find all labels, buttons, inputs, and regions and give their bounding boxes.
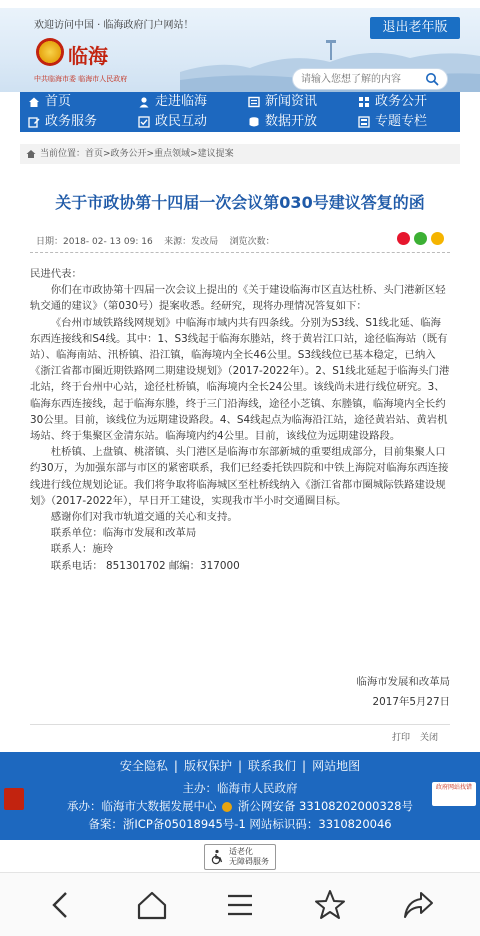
search-box [292,68,448,90]
nav-label: 政务公开 [375,94,428,109]
accessibility-label-1: 适老化 [229,847,253,856]
article-meta [36,234,275,247]
home-icon[interactable] [134,887,170,923]
close-button[interactable]: 关闭 [419,733,438,743]
nav-item-open-data[interactable] [248,112,317,132]
nav-label: 首页 [45,94,72,109]
nav-item-about[interactable] [138,92,207,112]
wechat-icon[interactable] [414,232,427,245]
footer-icp[interactable]: 备案：浙ICP备05018945号-1 网站标识码：3310820046 [88,817,392,831]
footer-link-copyright[interactable]: 版权保护 [183,759,232,773]
salutation: 民进代表： [30,268,82,280]
footer-organizer: 承办：临海市大数据发展中心 [67,799,217,813]
database-icon [248,116,260,128]
share-buttons [397,232,444,245]
contact-person: 联系人：施玲 [50,543,114,556]
nav-item-topics[interactable] [358,112,427,132]
site-footer [0,752,480,852]
nav-label: 政务服务 [45,114,98,129]
breadcrumb-label: 当前位置： [40,149,86,159]
footer-link-privacy[interactable]: 安全隐私 [119,759,168,773]
nav-item-services[interactable] [28,112,97,132]
status-bar [0,0,480,8]
national-emblem-icon [36,38,64,66]
signature-org: 临海市发展和改革局 [356,676,450,688]
search-input[interactable] [301,72,421,86]
footer-host: 主办：临海市人民政府 [182,781,298,795]
star-icon[interactable] [312,887,348,923]
nav-item-gov-open[interactable] [358,92,427,112]
breadcrumb-path[interactable]: 首页>政务公开>重点领域>建议提案 [85,149,234,159]
share-icon[interactable] [400,887,436,923]
nav-item-interaction[interactable] [138,112,207,132]
footer-organizer-row [0,798,480,814]
user-icon [138,96,150,108]
nav-label: 数据开放 [265,114,318,129]
article-title: 关于市政协第十四届一次会议第030号建议答复的函 [55,193,425,212]
nav-label: 政民互动 [155,114,208,129]
back-arrow-icon[interactable] [44,887,80,923]
footer-link-contact[interactable]: 联系我们 [248,759,297,773]
signature-date: 2017年5月27日 [372,696,450,708]
article-views: 浏览次数： [229,237,275,247]
check-icon [138,116,150,128]
location-home-icon [26,149,36,159]
nav-label: 新闻资讯 [265,94,318,109]
browser-toolbar [0,872,480,936]
article-date: 日期：2018- 02- 13 09: 16 [36,237,153,247]
article-body [30,266,450,574]
weibo-icon[interactable] [397,232,410,245]
site-header [0,8,480,92]
grid-icon [358,96,370,108]
nav-item-home[interactable] [28,92,71,112]
print-actions [392,730,438,743]
topic-icon [358,116,370,128]
qzone-icon[interactable] [431,232,444,245]
print-button[interactable]: 打印 [391,733,410,743]
party-gov-badge-icon[interactable] [4,788,24,810]
breadcrumb [20,144,460,164]
footer-links: 安全隐私 | 版权保护 | 联系我们 | 网站地图 [119,759,361,773]
main-nav [20,92,460,132]
paragraph: 《台州市域铁路线网规划》中临海市域内共有四条线。分别为S3线、S1线北延、临海东西连接线和S4线。其中：1、S3线起于临海东塍站，终于黄岩江口站，途径临海站（既有站）、临海南站、汛桥镇、沿江镇，临海境内全长46公里。S3线线位已基本稳定，已纳入《浙江省都市圈近期铁路网二期建设规划》（2017-2022年）。2、S1线北延起于临海头门港北站，终于台州中心站，途径杜桥镇，临海境内全长24公里。该线尚未进行线位研究。3、临海东西连接线，起于临海东塍，终于三门沿海线，途径小芝镇、东塍镇，临海境内全长约30公里。目前，该线位为远期建设路段。4、S4线起点为临海沿江站，途径黄岩站、黄岩机场站、终于集聚区金清东站。临海境内约4公里。目前，该线位为远期建设路段。 [30,316,450,443]
nav-label: 专题专栏 [375,114,428,129]
search-icon[interactable] [425,72,439,86]
police-badge-icon [222,802,232,812]
nav-item-news[interactable] [248,92,317,112]
accessibility-label-2: 无障碍服务 [229,857,269,866]
meta-divider [30,252,450,253]
report-error-badge[interactable]: 政府网站找错 [432,782,476,806]
menu-icon[interactable] [222,887,258,923]
edit-icon [28,116,40,128]
site-logo-name: 临海 [68,44,108,68]
footer-link-sitemap[interactable]: 网站地图 [312,759,361,773]
article-source: 来源：发改局 [164,237,219,247]
footer-police-record[interactable]: 浙公网安备 33108202000328号 [237,799,413,813]
print-divider [30,724,450,725]
paragraph: 感谢你们对我市轨道交通的关心和支持。 [50,511,238,524]
accessibility-button[interactable] [204,844,276,870]
exit-elder-mode-button[interactable]: 退出老年版 [370,17,460,39]
paragraph: 杜桥镇、上盘镇、桃渚镇、头门港区是临海市东部新城的重要组成部分，目前集聚人口约30万，为加强东部与市区的紧密联系，我们已经委托铁四院和中铁上海院对临海东西连接线进行线位规划论证。我们将争取将临海城区至杜桥线纳入《浙江省都市圈城际铁路建设规划》（2017-2022年），早日开工建设，实现我市半小时交通圈目标。 [30,446,449,507]
wheelchair-icon [209,849,225,865]
paragraph: 你们在市政协第十四届一次会议上提出的《关于建设临海市区直达杜桥、头门港新区轻轨交通的建议》（第030号）提案收悉。经研究，现将办理情况答复如下： [30,284,446,313]
accessibility-bar [0,840,480,872]
site-logo-subtitle: 中共临海市委 临海市人民政府 [34,75,128,83]
nav-label: 走进临海 [155,94,208,109]
welcome-text: 欢迎访问中国 · 临海政府门户网站！ [34,20,194,31]
contact-phone: 联系电话： 851301702 邮编：317000 [50,559,240,572]
contact-unit: 联系单位：临海市发展和改革局 [50,527,197,540]
home-icon [28,96,40,108]
news-icon [248,96,260,108]
